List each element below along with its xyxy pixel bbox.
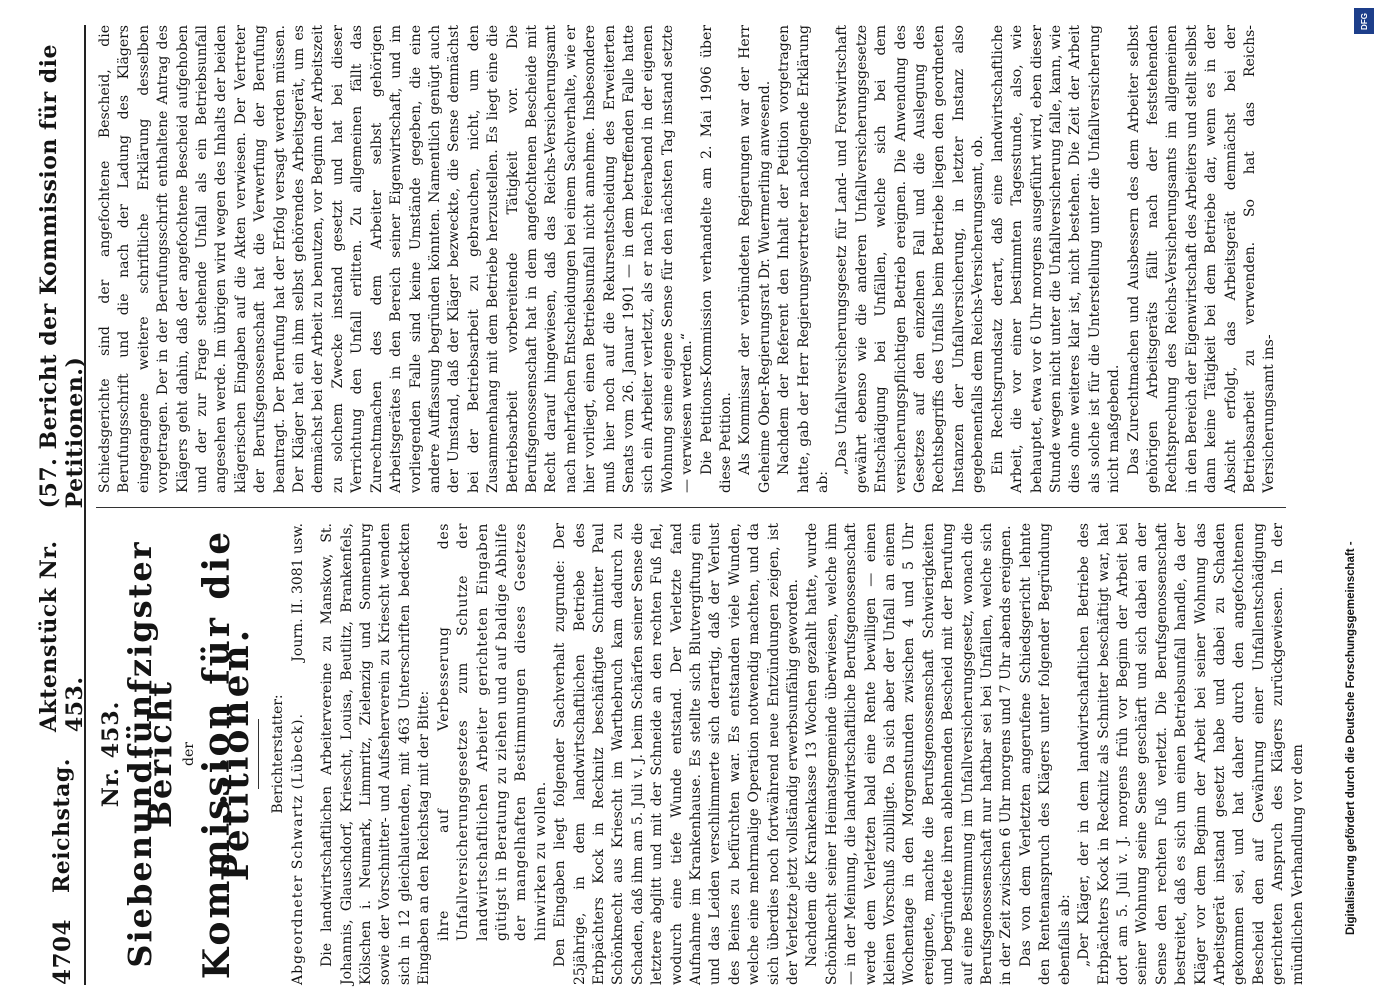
column-divider xyxy=(96,507,1286,508)
report-title: Siebenundfünfzigster Bericht xyxy=(121,540,179,968)
paragraph: „Der Kläger, der in dem landwirtschaftlichen Betriebe des Erbpächters Kock in Recknitz als Schnitter beschäftigt war, hat dort am 5. Juli v. J. morgens früh vor Beginn der Arbeit bei seiner Wohnung seine Sense geschärft und sich dabei an der Sense den rechten Fuß verletzt. Die Berufsgenossenschaft bestreitet, daß es sich um einen Betriebsunfall handle, da der Kläger vor dem Beginn der Arbeit bei seiner Wohnung das Arbeitsgerät instand gesetzt habe und dabei zu Schaden gekommen sei, und hat daher durch den angefochtenen Bescheid den auf Gewährung einer Unfallentschädigung gerichteten Anspruch des Klägers zurückgewiesen. In der mündlichen Verhandlung vor dem xyxy=(1076,523,1306,985)
journal-reference: Journ. II. 3081 usw. xyxy=(289,523,306,662)
left-column xyxy=(96,523,1306,985)
document-number: Aktenstück Nr. 453. xyxy=(36,540,88,733)
dfg-logo xyxy=(1354,8,1374,34)
paragraph: Das von dem Verletzten angerufene Schiedsgericht lehnte den Rentenanspruch des Klägers unter folgender Begründung ebenfalls ab: xyxy=(1017,523,1073,985)
paragraph: „Das Unfallversicherungsgesetz für Land- und Forstwirtschaft gewährt ebenso wie die anderen Unfallversicherungsgesetze Entschädigung bei Unfällen, welche sich bei dem versicherungspflichtigen Betrieb ereignen. Die Anwendung des Gesetzes auf den einzelnen Fall und die Auslegung des Rechtsbegriffs des Unfalls beim Betriebe liegen den geordneten Instanzen der Unfallversicherung, in letzter Instanz also gegebenenfalls dem Reichs-Versicherungsamt, ob. xyxy=(834,25,987,493)
reporter-label: Berichterstatter: xyxy=(270,694,287,814)
running-header xyxy=(36,25,88,985)
title-connector: der xyxy=(181,742,198,766)
page-number: 4704 xyxy=(48,918,76,985)
paragraph: Die Petitions-Kommission verhandelte am 2. Mai 1906 über diese Petition. xyxy=(698,25,734,493)
paragraph: Den Eingaben liegt folgender Sachverhalt zugrunde: Der 25jährige, in dem landwirtschaftlichen Betriebe des Erbpächters Kock in Recknitz beschäftigte Schnitter Paul Schönknecht aus Kriescht im Warthebruch kam dadurch zu Schaden, daß ihm am 5. Juli v. J. beim Schärfen seiner Sense die letztere abglitt und mit der Schneide an den rechten Fuß fiel, wodurch eine tiefe Wunde entstand. Der Verletzte fand Aufnahme im Krankenhause. Es stellte sich Blutvergiftung ein und das Leiden verschlimmerte sich derartig, daß der Verlust des Beines zu befürchten war. Es entstanden viele Wunden, welche eine mehrmalige Operation notwendig machten, und da sich überdies noch fortwährend neue Entzündungen zeigen, ist der Verletzte jetzt vollständig erwerbsunfähig geworden. xyxy=(552,523,801,985)
reporter-row xyxy=(289,523,308,985)
paragraph: Als Kommissar der verbündeten Regierungen war der Herr Geheime Ober-Regierungsrat Dr. Wuermerling anwesend. xyxy=(737,25,773,493)
header-rule xyxy=(84,25,86,985)
petition-request: ihre auf Verbesserung des Unfallversicherungsgesetzes zum Schutze der landwirtschaftlichen Arbeiter gerichteten Eingaben gütigst in Beratung zu ziehen und auf baldige Abhilfe der mangelhaften Bestimmungen dieses Gesetzes hinwirken zu wollen. xyxy=(435,523,549,941)
reporter-name: Abgeordneter Schwartz (Lübeck). xyxy=(289,713,306,985)
title-rule xyxy=(258,719,259,789)
paragraph: Schiedsgerichte sind der angefochtene Bescheid, die Berufungsschrift und die nach der Ladung des Klägers eingegangene weitere schriftliche Erklärung desselben vorgetragen. Der in der Berufungsschrift enthaltene Antrag des Klägers geht dahin, daß der angefochtene Bescheid aufgehoben und der zur Frage stehende Unfall als ein Betriebsunfall angesehen werde. Im übrigen wird wegen des Inhalts der beiden klägerischen Eingaben auf die Akten verwiesen. Der Vertreter der Berufsgenossenschaft hat die Verwerfung der Berufung beantragt. Der Berufung hat der Erfolg versagt werden müssen. Der Kläger hat ein ihm selbst gehörendes Arbeitsgerät, um es demnächst bei der Arbeit zu benutzen, vor Beginn der Arbeitszeit zu solchem Zwecke instand gesetzt und hat bei dieser Verrichtung den Unfall erlitten. Zu allgemeinen fällt das Zurechtmachen des dem Arbeiter selbst gehörigen Arbeitsgerätes in den Bereich seiner Eigenwirtschaft, und im vorliegenden Falle sind keine Umstände gegeben, die eine andere Auffassung begründen könnten. Namentlich genügt auch der Umstand, daß der Kläger bezweckte, die Sense demnächst bei der Betriebsarbeit zu gebrauchen, nicht, um den Zusammenhang mit dem Betriebe herzustellen. Es liegt eine die Betriebsarbeit vorbereitende Tätigkeit vor. Die Berufsgenossenschaft hat in dem angefochtenen Bescheide mit Recht darauf hingewiesen, daß das Reichs-Versicherungsamt nach mehrfachen Entscheidungen bei einem Sachverhalte, wie er hier vorliegt, einen Betriebsunfall nicht annehme. Insbesondere muß hier noch auf die Rekursentscheidung des Erweiterten Senats vom 26. Januar 1901 — in dem betreffenden Falle hatte sich ein Arbeiter verletzt, als er nach Feierabend in der eigenen Wohnung seine eigene Sense für den nächsten Tag instand setzte — verwiesen werden.“ xyxy=(97,25,696,493)
paragraph: Das Zurechtmachen und Ausbessern des dem Arbeiter selbst gehörigen Arbeitsgeräts fällt nach der feststehenden Rechtsprechung des Reichs-Versicherungsamts im allgemeinen in den Bereich der Eigenwirtschaft des Arbeiters und stellt selbst dann keine Tätigkeit bei dem Betriebe dar, wenn es in der Absicht erfolgt, das Arbeitsgerät demnächst bei der Betriebsarbeit zu verwenden. So hat das Reichs-Versicherungsamt ins- xyxy=(1125,25,1278,493)
paragraph: Nachdem die Krankenkasse 13 Wochen gezahlt hatte, wurde Schönknecht seiner Heimatsgemeinde überwiesen, welche ihm — in der Meinung, die landwirtschaftliche Berufsgenossenschaft werde dem Verletzten bald eine Rente bewilligen — einen kleinen Vorschuß zubilligte. Da sich aber der Unfall an einem Wochentage in den Morgenstunden zwischen 4 und 5 Uhr ereignete, machte die Berufsgenossenschaft Schwierigkeiten und begründete ihren ablehnenden Bescheid mit der Berufung auf eine Bestimmung im Unfallversicherungsgesetz, wonach die Berufsgenossenschaft nur haftbar sei bei Unfällen, welche sich in der Zeit zwischen 6 Uhr morgens und 7 Uhr abends ereignen. xyxy=(804,523,1015,985)
paragraph: Ein Rechtsgrundsatz derart, daß eine landwirtschaftliche Arbeit, die vor einer bestimmten Tagesstunde, also, wie behauptet, etwa vor 6 Uhr morgens ausgeführt wird, eben dieser Stunde wegen nicht unter die Unfallversicherung falle, kann, wie dies ohne weiteres klar ist, nicht bestehen. Die Zeit der Arbeit als solche ist für die Unterstellung unter die Unfallversicherung nicht maßgebend. xyxy=(989,25,1123,493)
right-column xyxy=(96,25,1286,493)
running-title: (57. Bericht der Kommission für die Petitionen.) xyxy=(36,44,88,509)
commission-title: Kommission für die Petitionen. xyxy=(195,528,258,980)
dfg-logo-text: DFG xyxy=(1359,12,1369,30)
report-number: Nr. 453. xyxy=(98,700,124,808)
chamber-name: Reichstag. xyxy=(49,758,75,893)
paragraph: Die landwirtschaftlichen Arbeitervereine zu Manskow, St. Johannis, Glauschdorf, Kriescht, Louisa, Beutlitz, Brankenfels, Kölschen i. Neumark, Limmritz, Zielenzig und Sonnenburg sowie der Vorschnitter- und Aufseherverein zu Kriescht wenden sich in 12 gleichlautenden, mit 463 Unterschriften bedeckten Eingaben an den Reichstag mit der Bitte: xyxy=(319,523,433,985)
paragraph: Nachdem der Referent den Inhalt der Petition vorgetragen hatte, gab der Herr Regierungsvertreter nachfolgende Erklärung ab: xyxy=(776,25,832,493)
rotated-page xyxy=(36,25,1340,985)
digitization-note: Digitalisierung gefördert durch die Deutsche Forschungsgemeinschaft - xyxy=(1345,541,1357,935)
